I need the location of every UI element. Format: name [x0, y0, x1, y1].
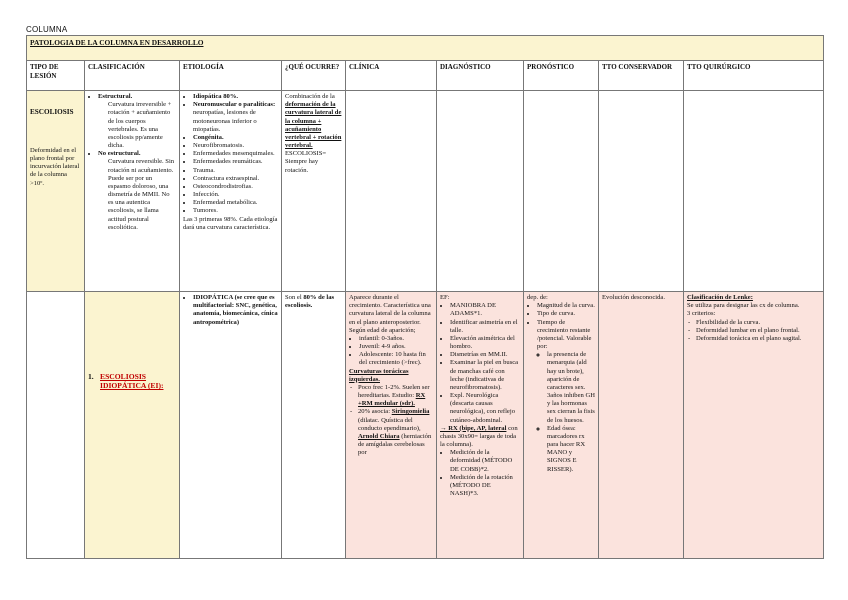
- pronostico-intro: dep. de:: [527, 294, 548, 301]
- diagnostico-rx: [440, 425, 520, 450]
- header-que-ocurre: ¿QUÉ OCURRE?: [282, 61, 346, 91]
- dash2-text: 20% asocia:: [358, 408, 391, 416]
- idio-que-ocurre-bold: 80% de las escoliosis.: [285, 294, 335, 310]
- list-item: • Juvenil: 4-9 años.: [359, 343, 433, 351]
- list-item: - Flexibilidad de la curva.: [696, 319, 820, 327]
- list-item: • Enfermedad metabólica.: [193, 199, 278, 207]
- clinica-intro: Aparece durante el crecimiento. Característica una curvatura lateral de la columna en el plano anteroposterior.: [349, 294, 431, 326]
- header-diagnostico: DIAGNÓSTICO: [437, 61, 524, 91]
- cell-idiopatica-tto-conservador: Evolución desconocida.: [599, 292, 684, 559]
- no-estructural-label: No estructural.: [98, 150, 141, 158]
- que-ocurre-pre: Combinación de la: [285, 93, 335, 100]
- header-tipo: TIPO DE LESIÓN: [27, 61, 85, 91]
- list-item: • Trauma.: [193, 167, 278, 175]
- header-clinica: CLÍNICA: [346, 61, 437, 91]
- cell-escoliosis-etiologia: [180, 91, 282, 292]
- diagnostico-ef: EF:: [440, 294, 450, 301]
- que-ocurre-bold: deformación de la curvatura lateral de la columna + acuñamiento vertebral + rotación vertebral.: [285, 101, 342, 150]
- table-title: PATOLOGIA DE LA COLUMNA EN DESARROLLO: [27, 36, 824, 61]
- siringomielia-label: Siringomielia: [391, 408, 430, 416]
- cell-escoliosis-clinica: [346, 91, 437, 292]
- cell-idiopatica-clinica: [346, 292, 437, 559]
- header-tto-quirurgico: TTO QUIRÚRGICO: [684, 61, 824, 91]
- list-item: [537, 319, 595, 474]
- que-ocurre-post: ESCOLIOSIS= Siempre hay rotación.: [285, 150, 327, 174]
- siringomielia-text: (dilatac. Quística del conducto ependimario),: [358, 416, 421, 432]
- cell-escoliosis-tto-quirurgico: [684, 91, 824, 292]
- table-row-escoliosis: [27, 91, 824, 292]
- pathology-table: [26, 35, 824, 559]
- list-item: • Dismetrías en MM.II.: [450, 351, 520, 359]
- list-item: • Idiopática 80%.: [193, 93, 278, 101]
- list-item: • infantil: 0-3años.: [359, 335, 433, 343]
- table-header-row: [27, 61, 824, 91]
- table-row-idiopatica: [27, 292, 824, 559]
- cell-idiopatica-pronostico: [524, 292, 599, 559]
- rx-label: → RX (bipe, AP, lateral: [440, 424, 507, 432]
- list-item: • Medición de la rotación (MÉTODO DE NASH)*3.: [450, 474, 520, 499]
- cell-escoliosis-pronostico: [524, 91, 599, 292]
- cell-idiopatica-que-ocurre: [282, 292, 346, 559]
- lenke-text: Se utiliza para designar las cx de columna.: [687, 302, 800, 310]
- list-item: • Identificar asimetría en el talle.: [450, 319, 520, 335]
- escoliosis-name: ESCOLIOSIS: [30, 108, 74, 116]
- idiopatica-title-text: ESCOLIOSIS IDIOPÁTICA (EI):: [100, 372, 164, 391]
- clinica-toracicas-title: Curvaturas torácicas izquierdas.: [349, 367, 409, 383]
- list-item: • Magnitud de la curva.: [537, 302, 595, 310]
- lenke-title: Clasificación de Lenke:: [687, 294, 753, 301]
- cell-idiopatica-etiologia: [180, 292, 282, 559]
- list-item: [358, 408, 433, 457]
- list-item: • Elevación asimétrica del hombro.: [450, 335, 520, 351]
- list-item: • Examinar la piel en busca de manchas café con leche (indicativas de neurofibromatosis).: [450, 359, 520, 392]
- cell-escoliosis-tipo: [27, 91, 85, 292]
- neuromuscular-label: Neuromuscular o paralíticas:: [193, 101, 276, 109]
- lenke-criterios: 3 criterios:: [687, 310, 716, 318]
- header-pronostico: PRONÓSTICO: [524, 61, 599, 91]
- cell-idiopatica-diagnostico: [437, 292, 524, 559]
- list-item: • Neurofibromatosis.: [193, 142, 278, 150]
- list-item: - Deformidad torácica en el plano sagital.: [696, 335, 820, 343]
- cell-idiopatica-spacer: [27, 292, 85, 559]
- header-clasificacion: CLASIFICACIÓN: [85, 61, 180, 91]
- cell-escoliosis-que-ocurre: [282, 91, 346, 292]
- idio-que-ocurre-pre: Son el: [285, 294, 302, 301]
- idiopatica-number: 1.: [88, 372, 94, 381]
- list-item: • Enfermedades mesenquimales.: [193, 150, 278, 158]
- escoliosis-definition: Deformidad en el plano frontal por incurvación lateral de la columna >10º.: [30, 146, 80, 187]
- idiopatica-title: [88, 372, 176, 391]
- pronostico-item-text: Tiempo de crecimiento restante /potencial. Valorable por:: [537, 318, 592, 351]
- header-tto-conservador: TTO CONSERVADOR: [599, 61, 684, 91]
- dash1-text: Poco frec 1-2%. Suelen ser hereditarias. Estudio:: [358, 383, 430, 400]
- header-etiologia: ETIOLOGÍA: [180, 61, 282, 91]
- list-item: • Enfermedades reumáticas.: [193, 158, 278, 166]
- list-item: ◦ Edad ósea: marcadores rx para hacer RX MANO y SIGNOS E RISSER).: [547, 425, 595, 474]
- clinica-segun: Según edad de aparición;: [349, 326, 416, 334]
- list-item: • Congénita.: [193, 134, 278, 142]
- document-header: COLUMNA: [26, 25, 68, 34]
- cell-escoliosis-diagnostico: [437, 91, 524, 292]
- rx-text: con chasis 30x90= largas de toda la columna).: [440, 424, 518, 449]
- list-item: [98, 93, 176, 150]
- arnold-chiara-label: Arnold Chiara: [358, 432, 400, 440]
- no-estructural-text: Curvatura reversible. Sin rotación ni acuñamiento. Puede ser por un espasmo doloroso, una dismetría de MMII. No es una autentica escoliosis, se llama actitud postural escoliótica.: [108, 158, 175, 231]
- list-item: [193, 101, 278, 134]
- list-item: ◦ la presencia de menarquia (ald hay un brote), aparición de caracteres sex. 3años inhiben GH y las hormonas sex cierran la fisis de los huesos.: [547, 351, 595, 425]
- list-item: • Tipo de curva.: [537, 310, 595, 318]
- estructural-text: Curvatura irreversible + rotación + acuñamiento de los cuerpos vertebrales. Es una escoliosis pp/amente dicha.: [108, 101, 172, 150]
- list-item: • MANIOBRA DE ADAMS*1.: [450, 302, 520, 318]
- list-item: • Tumores.: [193, 207, 278, 215]
- list-item: • Adolescente: 10 hasta fin del crecimiento (>frec).: [359, 351, 433, 367]
- estructural-label: Estructural.: [98, 93, 133, 100]
- list-item: • Medición de la deformidad (MÉTODO DE COBB)*2.: [450, 449, 520, 474]
- cell-escoliosis-tto-conservador: [599, 91, 684, 292]
- table-title-row: [27, 36, 824, 61]
- list-item: [98, 150, 176, 232]
- list-item: • Infección.: [193, 191, 278, 199]
- list-item: - Deformidad lumbar en el plano frontal.: [696, 327, 820, 335]
- list-item: • Osteocondrodistrofias.: [193, 183, 278, 191]
- list-item: • Expl. Neurológica (descarta causas neurológica), con reflejo cutáneo-abdominal.: [450, 392, 520, 425]
- cell-idiopatica-tto-quirurgico: [684, 292, 824, 559]
- list-item: • IDIOPÁTICA (se cree que es multifactorial: SNC, genética, anatomía, biomecánica, cínica antropométrica): [193, 294, 278, 327]
- dash1-bold: RX +RM medular (sdr).: [358, 392, 426, 408]
- neuromuscular-text: neuropatías, lesiones de motoneuronas inferior o miopatías.: [193, 109, 257, 133]
- cell-escoliosis-clasificacion: [85, 91, 180, 292]
- etiologia-footer: Las 3 primeras 98%. Cada etiología dará una curvatura característica.: [183, 215, 278, 231]
- arnold-chiara-text: (herniación de amígdalas cerebelosas por: [358, 432, 432, 457]
- list-item: • Contractura extraespinal.: [193, 175, 278, 183]
- cell-idiopatica-clasificacion: [85, 292, 180, 559]
- list-item: [358, 384, 433, 409]
